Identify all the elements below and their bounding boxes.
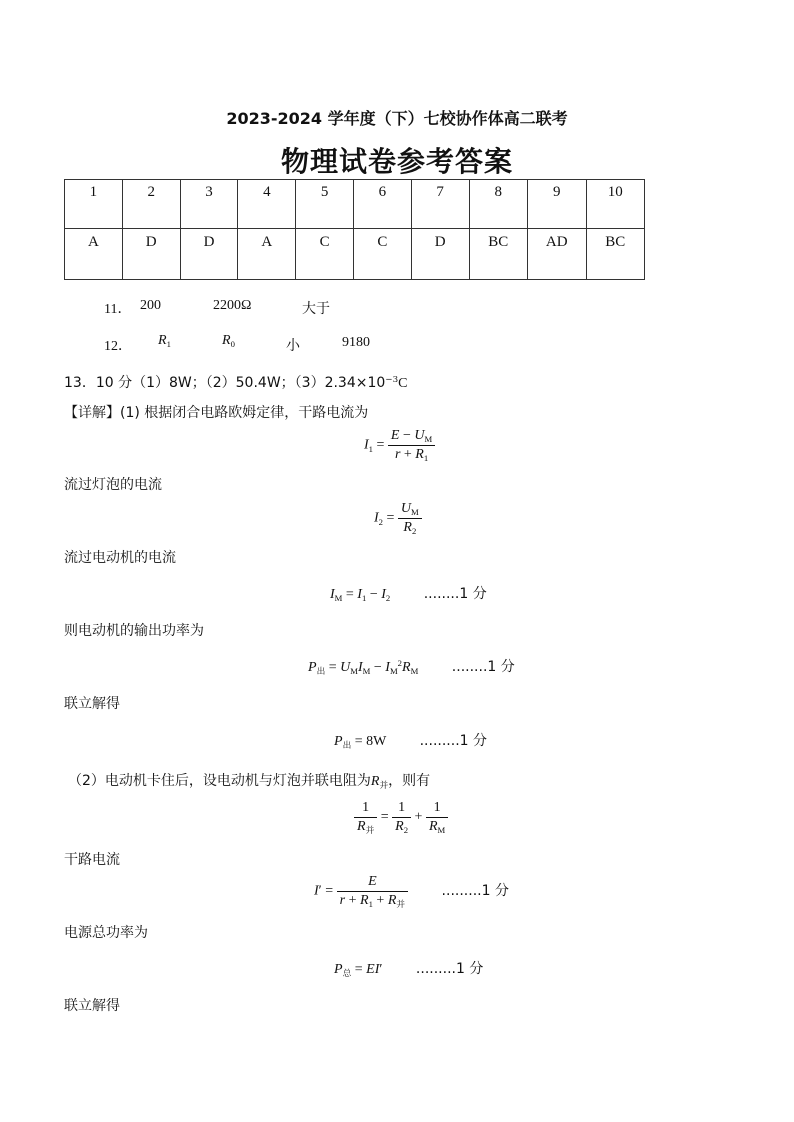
equation-parallel-resistance: $\frac{1}{R_并}$ = $\frac{1}{R_2}$ + $\frac{1}{R_M}$ (354, 800, 448, 835)
equation-output-power: $P_出 = U_MI_M - I_M^2R_M$ ........1 分 (308, 658, 515, 678)
equation-main-current-stalled: I′ = $\frac{E}{r + R_1 + R_并}$ .........1 分 (314, 874, 509, 911)
answer-cell: A (65, 229, 123, 280)
q13-detail-intro: 【详解】(1) 根据闭合电路欧姆定律，干路电流为 (64, 405, 369, 421)
page-title: 物理试卷参考答案 (280, 145, 513, 178)
q12-number: 12． (104, 339, 132, 354)
q12-answer-2: $R_0$ (222, 333, 235, 350)
q12-answer-3: 小 (286, 338, 300, 354)
answer-cell: AD (527, 229, 586, 280)
text-motor-current: 流过电动机的电流 (64, 550, 176, 566)
text-output-power: 则电动机的输出功率为 (64, 623, 204, 639)
question-number-cell: 2 (122, 180, 180, 229)
question-number-cell: 4 (238, 180, 296, 229)
question-number-cell: 7 (411, 180, 469, 229)
q11-answer-1: 200 (140, 298, 161, 313)
answer-cell: BC (469, 229, 527, 280)
q12-answer-4: 9180 (342, 335, 370, 350)
q13-summary: 13．10 分（1）8W；（2）50.4W；$(3)2.34\times 10^{-3}C$ (64, 375, 408, 391)
text-bulb-current: 流过灯泡的电流 (64, 477, 162, 493)
answer-cell: D (411, 229, 469, 280)
text-total-power: 电源总功率为 (64, 925, 148, 941)
answer-table (64, 179, 645, 280)
question-number-cell: 8 (469, 180, 527, 229)
answer-table-number-row (65, 180, 645, 229)
equation-total-power: $P_总 = EI'$ .........1 分 (334, 961, 484, 980)
answer-table-answer-row (65, 229, 645, 280)
answer-cell: C (296, 229, 354, 280)
question-number-cell: 1 (65, 180, 123, 229)
q11-number: 11． (104, 302, 132, 317)
question-number-cell: 10 (586, 180, 644, 229)
equation-motor-current: $I_M = I_1 - I_2$ ........1 分 (330, 586, 487, 604)
question-number-cell: 6 (354, 180, 412, 229)
equation-main-current: $I_1$ = $\frac{E - U_M}{r + R_1}$ (364, 428, 435, 463)
exam-header: 2023-2024 学年度（下）七校协作体高二联考 (226, 109, 568, 128)
answer-cell: D (122, 229, 180, 280)
text-solve-2: 联立解得 (64, 998, 120, 1014)
equation-output-result: $P_出 = 8W$ .........1 分 (334, 733, 488, 752)
text-main-current: 干路电流 (64, 852, 120, 868)
question-number-cell: 9 (527, 180, 586, 229)
text-part2: （2）电动机卡住后，设电动机与灯泡并联电阻为$R_并$，则有 (68, 773, 431, 792)
answer-cell: BC (586, 229, 644, 280)
text-solve-1: 联立解得 (64, 696, 120, 712)
q11-answer-3: 大于 (302, 301, 330, 317)
q11-answer-2: 2200Ω (213, 298, 252, 313)
question-number-cell: 5 (296, 180, 354, 229)
answer-cell: C (354, 229, 412, 280)
answer-cell: A (238, 229, 296, 280)
answer-cell: D (180, 229, 238, 280)
equation-bulb-current: $I_2$ = $\frac{U_M}{R_2}$ (374, 501, 422, 536)
q12-answer-1: $R_1$ (158, 333, 171, 350)
question-number-cell: 3 (180, 180, 238, 229)
